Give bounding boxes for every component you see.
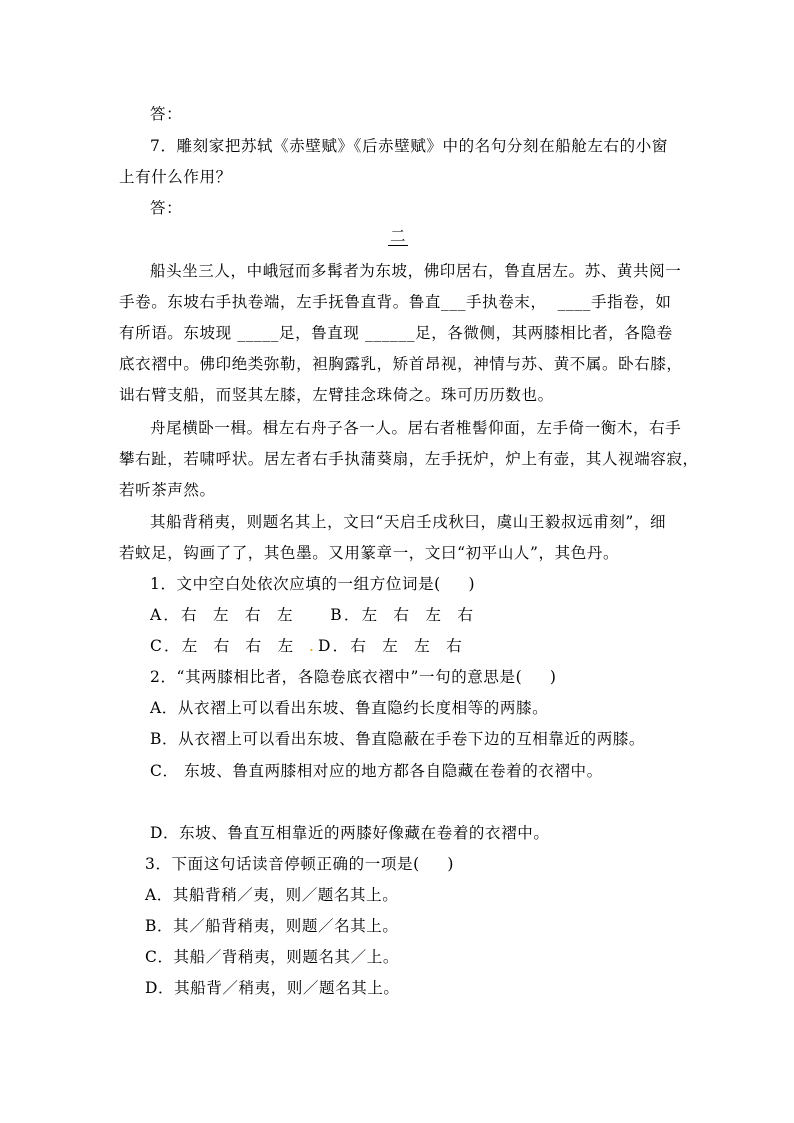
highlight-dot: .	[309, 637, 315, 655]
section-heading: 二	[390, 227, 406, 245]
question-2-stem: 2．“其两膝相比者，各隐卷底衣褶中”一句的意思是( )	[150, 668, 557, 686]
answer-label-7: 答：	[150, 199, 183, 217]
question-1-option-d: D．右 左 左 右	[318, 637, 464, 655]
passage-p1-line-4: 底衣褶中。佛印绝类弥勒，袒胸露乳，矫首昂视，神情与苏、黄不属。卧右膝，	[119, 355, 683, 373]
passage-p1-line-3: 有所语。东坡现 _____足，鲁直现 ______足，各微侧，其两膝相比者，各隐卷	[119, 324, 673, 342]
question-7-line-2: 上有什么作用？	[119, 168, 232, 186]
question-3-option-d: D．其船背／稍夷，则／题名其上。	[145, 979, 400, 997]
question-2-option-b: B．从衣褶上可以看出东坡、鲁直隐蔽在手卷下边的互相靠近的两膝。	[150, 730, 645, 748]
question-7-line-1: 7．雕刻家把苏轼《赤壁赋》《后赤壁赋》中的名句分刻在船舱左右的小窗	[150, 137, 668, 155]
question-1-options-ab: A．右 左 右 左 B．左 右 左 右	[150, 606, 476, 624]
passage-p1-line-1: 船头坐三人，中峨冠而多髯者为东坡，佛印居右，鲁直居左。苏、黄共阅一	[150, 262, 682, 280]
question-3-stem: 3．下面这句话读音停顿正确的一项是( )	[145, 855, 454, 873]
question-2-option-a: A．从衣褶上可以看出东坡、鲁直隐约长度相等的两膝。	[150, 699, 549, 717]
question-3-option-a: A．其船背稍／夷，则／题名其上。	[145, 886, 399, 904]
passage-p3-line-2: 若蚊足，钩画了了，其色墨。又用篆章一，文曰“初平山人”，其色丹。	[119, 544, 620, 562]
passage-p2-line-2: 攀右趾，若啸呼状。居左者右手执蒲葵扇，左手抚炉，炉上有壶，其人视端容寂，	[119, 450, 699, 468]
passage-p2-line-3: 若听茶声然。	[119, 481, 216, 499]
question-1-option-c: C．左 右 右 左	[150, 637, 310, 655]
question-3-option-b: B．其／船背稍夷，则题／名其上。	[145, 917, 399, 935]
question-3-option-c: C．其船／背稍夷，则题名其／上。	[145, 948, 399, 966]
answer-label-6: 答：	[150, 105, 183, 123]
question-2-option-c: C． 东坡、鲁直两膝相对应的地方都各自隐藏在卷着的衣褶中。	[150, 762, 603, 780]
passage-p3-line-1: 其船背稍夷，则题名其上，文曰“天启壬戌秋曰，虞山王毅叔远甫刻”，细	[150, 513, 667, 531]
passage-p2-line-1: 舟尾横卧一楫。楫左右舟子各一人。居右者椎髻仰面，左手倚一衡木，右手	[150, 419, 682, 437]
passage-p1-line-2: 手卷。东坡右手执卷端，左手抚鲁直背。鲁直___手执卷末， ____手指卷，如	[119, 293, 672, 311]
passage-p1-line-5: 诎右臂支船，而竖其左膝，左臂挂念珠倚之。珠可历历数也。	[119, 386, 554, 404]
question-1-stem: 1．文中空白处依次应填的一组方位词是( )	[150, 575, 476, 593]
question-2-option-d: D．东坡、鲁直互相靠近的两膝好像藏在卷着的衣褶中。	[150, 824, 550, 842]
